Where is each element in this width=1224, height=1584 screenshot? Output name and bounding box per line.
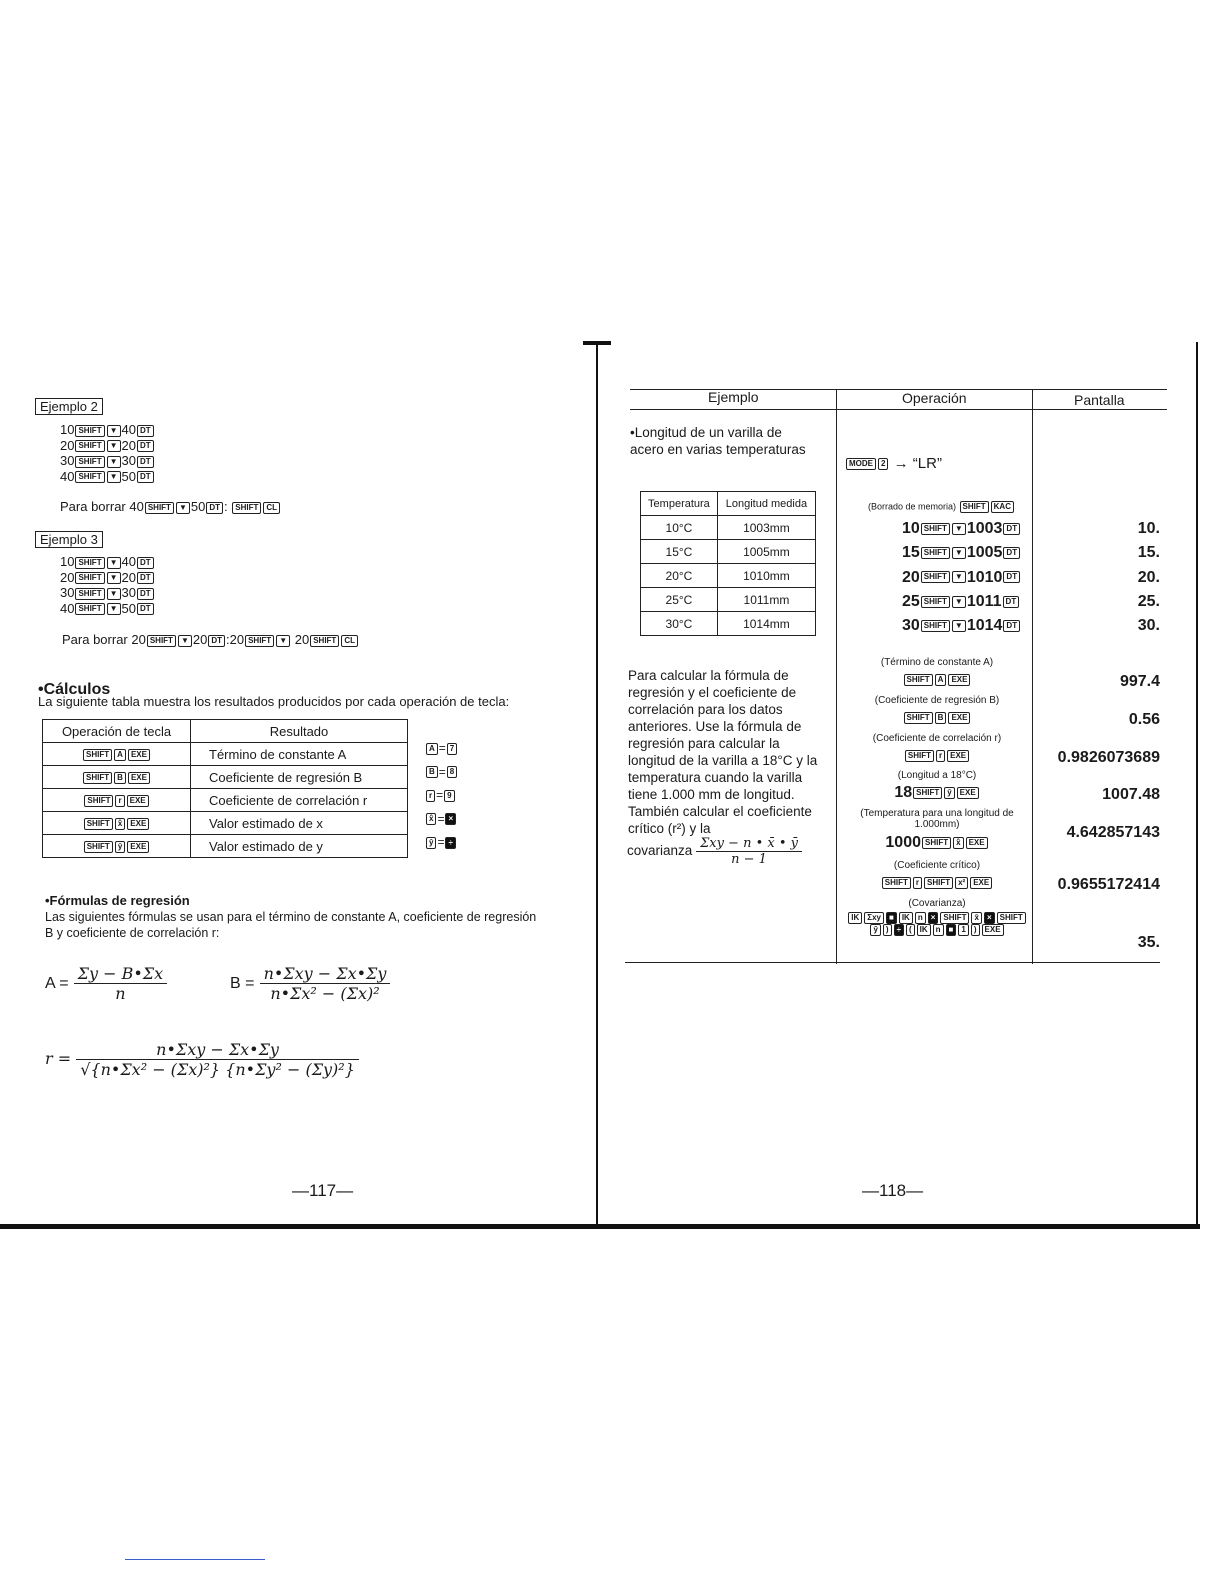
result-operation — [845, 912, 1029, 936]
col-longitud: Longitud medida — [717, 492, 815, 516]
key-digits: 50 — [121, 468, 136, 484]
calc-key: EXE — [127, 818, 149, 830]
result-key: ÷ — [894, 924, 904, 936]
dt-key: DT — [137, 440, 154, 452]
result-key: ȳ — [870, 924, 880, 936]
entry-operation — [902, 617, 1021, 635]
entry-y: 1005 — [966, 544, 1003, 562]
formula-a-denominator: n — [115, 984, 126, 1003]
key-digits: 50 — [121, 600, 136, 616]
result-key: EXE — [957, 787, 979, 799]
borrar-prefix: Para borrar 40 — [60, 499, 144, 514]
key-digits: 30 — [60, 585, 75, 600]
key-digits: 10 — [60, 554, 75, 569]
result-key: SHIFT — [882, 877, 911, 889]
shift-key: SHIFT — [960, 501, 989, 513]
bottom-table-rule — [625, 962, 1160, 963]
borrado-label: (Borrado de memoria) — [868, 501, 957, 512]
result-cell: Coeficiente de correlación r — [191, 789, 408, 812]
entry-display: 30. — [1137, 617, 1160, 635]
down-key: ▼ — [107, 557, 121, 569]
result-key: EXE — [948, 712, 970, 724]
equals-sign: = — [438, 764, 446, 779]
result-key: x̂ — [953, 837, 963, 849]
entry-y: 1011 — [966, 592, 1002, 610]
page-number-117: —117— — [292, 1181, 354, 1200]
dt-key: DT — [137, 588, 154, 600]
shift-key: SHIFT — [232, 502, 261, 514]
result-cell: Término de constante A — [191, 743, 408, 766]
down-key: ▼ — [176, 502, 190, 514]
result-key: x² — [955, 877, 968, 889]
shift-key: SHIFT — [147, 635, 176, 647]
result-key: IK — [899, 912, 913, 924]
result-input: 18 — [894, 784, 913, 801]
covarianza-formula — [627, 836, 802, 867]
result-note: (Temperatura para una longitud de 1.000mm) — [860, 808, 1014, 830]
col-divider-2 — [1032, 389, 1033, 964]
equals-sign: = — [437, 835, 445, 849]
entry-display: 25. — [1137, 592, 1160, 610]
result-key: IK — [917, 924, 931, 936]
shift-key: SHIFT — [921, 620, 950, 632]
calculos-table — [42, 719, 408, 858]
result-cell: Coeficiente de regresión B — [191, 766, 408, 789]
entry-y: 1014 — [966, 617, 1003, 635]
down-key: ▼ — [107, 440, 121, 452]
key-sequence-line — [60, 570, 155, 586]
entry-operation — [902, 593, 1020, 611]
key-digits: 40 — [60, 600, 75, 616]
calc-key: EXE — [127, 841, 149, 853]
formulas-heading: •Fórmulas de regresión — [45, 893, 190, 908]
down-key: ▼ — [952, 547, 966, 559]
down-key: ▼ — [952, 571, 966, 583]
cov-denominator: n − 1 — [731, 852, 767, 867]
mode-line — [845, 455, 942, 472]
dt-key: DT — [1003, 547, 1020, 559]
temperature-cell: 10°C — [641, 516, 718, 540]
calc-key: SHIFT — [83, 772, 112, 784]
entry-operation — [902, 569, 1021, 587]
calc-key: EXE — [127, 795, 149, 807]
down-key: ▼ — [107, 425, 121, 437]
right-page — [600, 0, 1200, 1230]
result-key: r — [936, 750, 945, 762]
result-key: SHIFT — [905, 750, 934, 762]
borrar-value: 50 — [190, 499, 206, 514]
calculos-row — [43, 789, 408, 812]
calc-key: SHIFT — [83, 749, 112, 761]
alt-key: A — [426, 743, 438, 755]
key-digits: 20 — [60, 437, 75, 453]
alt-key: 9 — [444, 790, 454, 802]
result-key: SHIFT — [922, 837, 951, 849]
temperature-row — [641, 540, 816, 564]
calculos-row — [43, 766, 408, 789]
length-cell: 1003mm — [717, 516, 815, 540]
entry-operation — [902, 520, 1021, 538]
entry-y: 1003 — [966, 520, 1003, 537]
equals-sign: = — [437, 811, 445, 826]
shift-key: SHIFT — [145, 502, 174, 514]
formula-r — [45, 1040, 359, 1079]
calc-key: A — [114, 749, 126, 761]
down-key: ▼ — [178, 635, 192, 647]
formula-b — [230, 964, 390, 1003]
key-digits: 20 — [121, 437, 136, 453]
result-cell: Valor estimado de y — [191, 835, 408, 858]
formula-r-denominator: √{n•Σx² − (Σx)²} {n•Σy² − (Σy)²} — [80, 1060, 355, 1079]
down-key: ▼ — [952, 620, 966, 632]
result-operation — [845, 709, 1029, 727]
alt-key: × — [445, 813, 456, 825]
shift-key: SHIFT — [75, 440, 104, 452]
alt-key-row — [425, 812, 458, 836]
calculos-intro: La siguiente tabla muestra los resultados producidos por cada operación de tecla: — [38, 694, 510, 709]
header-underline — [630, 409, 1167, 410]
key-digits: 20 — [121, 569, 136, 585]
dt-key: DT — [208, 635, 225, 647]
down-key: ▼ — [276, 635, 290, 647]
result-operation — [845, 834, 1029, 852]
result-key: SHIFT — [913, 787, 942, 799]
calc-key: SHIFT — [84, 795, 113, 807]
dt-key: DT — [137, 425, 154, 437]
temperature-row — [641, 564, 816, 588]
two-key: 2 — [878, 458, 888, 470]
dt-key: DT — [137, 456, 154, 468]
shift-key: SHIFT — [75, 557, 104, 569]
dt-key: DT — [137, 557, 154, 569]
length-cell: 1005mm — [717, 540, 815, 564]
down-key: ▼ — [107, 572, 121, 584]
ejemplo3-borrar — [62, 632, 359, 647]
result-operation — [845, 784, 1029, 802]
entry-y: 1010 — [966, 568, 1003, 586]
borrado-line — [868, 501, 1015, 513]
result-key: ■ — [946, 924, 957, 936]
result-key: IK — [848, 912, 862, 924]
alt-key-row — [425, 741, 458, 765]
entry-display: 10. — [1137, 520, 1160, 537]
result-key: × — [928, 912, 939, 924]
entry-x: 15 — [902, 544, 920, 562]
shift-key: SHIFT — [75, 456, 104, 468]
borrar-colon: : — [224, 499, 228, 514]
result-key: ( — [906, 924, 915, 936]
calc-key: EXE — [128, 749, 150, 761]
down-key: ▼ — [107, 456, 121, 468]
entry-x: 10 — [902, 520, 920, 537]
result-display: 1007.48 — [1102, 786, 1160, 803]
page-gutter-line — [596, 342, 598, 1228]
result-cell: Valor estimado de x — [191, 812, 408, 835]
calc-key: SHIFT — [84, 841, 113, 853]
result-key: EXE — [948, 674, 970, 686]
result-key: x̄ — [971, 912, 981, 924]
temperature-cell: 30°C — [641, 612, 718, 636]
covarianza-fraction — [696, 836, 802, 867]
shift-key: SHIFT — [921, 571, 950, 583]
formula-b-numerator: n•Σxy − Σx•Σy — [260, 964, 391, 984]
borrar-value: 20 — [294, 632, 310, 647]
calc-key: x̂ — [115, 818, 125, 830]
result-key: 1 — [958, 924, 968, 936]
result-key: ■ — [886, 912, 897, 924]
result-input: 1000 — [885, 834, 921, 851]
alt-key: x̂ — [426, 813, 436, 825]
lr-mode-text: → “LR” — [893, 455, 942, 472]
length-cell: 1014mm — [717, 612, 815, 636]
formula-b-label: B = — [230, 975, 255, 992]
key-digits: 30 — [121, 453, 136, 468]
key-sequence-line — [60, 422, 155, 438]
calc-key: EXE — [128, 772, 150, 784]
down-key: ▼ — [107, 603, 121, 615]
formula-a-label: A = — [45, 975, 69, 992]
formula-r-fraction — [76, 1040, 359, 1079]
result-operation — [845, 874, 1029, 892]
equals-sign: = — [438, 741, 446, 755]
result-operation — [845, 747, 1029, 765]
ejemplo2-keylines — [60, 422, 155, 484]
result-key: Σxy — [864, 912, 884, 924]
borrar-value: :20 — [226, 632, 245, 647]
dt-key: DT — [137, 603, 154, 615]
header-operacion: Operación — [902, 390, 967, 406]
cov-numerator: Σxy − n • x̄ • ȳ — [696, 836, 802, 852]
temperature-row — [641, 516, 816, 540]
col-divider-1 — [836, 389, 837, 964]
result-key: r — [913, 877, 922, 889]
key-digits: 30 — [60, 453, 75, 468]
down-key: ▼ — [952, 523, 966, 535]
kac-key: KAC — [991, 501, 1014, 513]
page-number-118: —118— — [862, 1181, 924, 1200]
result-key: EXE — [947, 750, 969, 762]
result-display: 0.9826073689 — [1057, 749, 1160, 766]
alt-key-row — [425, 765, 458, 789]
result-note: (Coeficiente crítico) — [893, 860, 981, 871]
calculos-row — [43, 812, 408, 835]
alt-key: 8 — [447, 766, 457, 778]
col-resultado: Resultado — [191, 720, 408, 743]
formulas-intro1: Las siguientes fórmulas se usan para el término de constante A, coeficiente de regresión — [45, 910, 537, 924]
alt-key: B — [426, 766, 438, 778]
calc-key: B — [114, 772, 126, 784]
cl-key: CL — [341, 635, 358, 647]
shift-key: SHIFT — [75, 425, 104, 437]
down-key: ▼ — [107, 588, 121, 600]
result-display: 0.56 — [1128, 711, 1160, 728]
key-sequence-line — [60, 453, 155, 469]
result-note: (Término de constante A) — [880, 657, 994, 668]
key-digits: 30 — [121, 585, 136, 600]
entry-x: 30 — [902, 617, 920, 635]
alt-key: ŷ — [426, 837, 436, 849]
equals-sign: = — [436, 788, 444, 802]
mode-key: MODE — [846, 458, 876, 470]
temperature-row — [641, 588, 816, 612]
result-display: 997.4 — [1119, 673, 1160, 690]
calc-key: SHIFT — [84, 818, 113, 830]
temperature-cell: 25°C — [641, 588, 718, 612]
formula-a-fraction — [74, 964, 167, 1003]
temperature-table — [640, 491, 816, 636]
dt-key: DT — [137, 572, 154, 584]
result-key: B — [935, 712, 947, 724]
result-note: (Longitud a 18°C) — [897, 770, 977, 781]
calculos-row — [43, 743, 408, 766]
shift-key: SHIFT — [75, 588, 104, 600]
result-key: ) — [971, 924, 980, 936]
alt-key-row — [425, 835, 458, 859]
result-key: ŷ — [944, 787, 954, 799]
key-sequence-line — [60, 585, 155, 601]
calculos-heading: •Cálculos — [38, 681, 111, 698]
header-pantalla: Pantalla — [1074, 392, 1125, 408]
result-note: (Coeficiente de regresión B) — [874, 695, 1000, 706]
length-cell: 1010mm — [717, 564, 815, 588]
temperature-cell: 15°C — [641, 540, 718, 564]
result-note: (Covarianza) — [908, 898, 966, 909]
key-operation — [43, 789, 191, 812]
dt-key: DT — [1003, 620, 1020, 632]
ejemplo-text: •Longitud de un varilla de acero en varias temperaturas — [630, 425, 806, 457]
result-key: EXE — [966, 837, 988, 849]
shift-key: SHIFT — [921, 596, 950, 608]
key-digits: 40 — [121, 554, 136, 569]
result-key: SHIFT — [997, 912, 1026, 924]
calculos-row — [43, 835, 408, 858]
ejemplo2-borrar — [60, 499, 281, 514]
col-operacion: Operación de tecla — [43, 720, 191, 743]
ejemplo3-keylines — [60, 554, 155, 616]
formula-a-numerator: Σy − B•Σx — [74, 964, 167, 984]
result-display: 4.642857143 — [1066, 824, 1160, 841]
key-digits: 40 — [121, 422, 136, 437]
shift-key: SHIFT — [921, 523, 950, 535]
alt-key: ÷ — [445, 837, 455, 849]
key-digits: 40 — [60, 468, 75, 484]
shift-key: SHIFT — [921, 547, 950, 559]
shift-key: SHIFT — [310, 635, 339, 647]
result-key: ) — [883, 924, 892, 936]
ejemplo3-title: Ejemplo 3 — [35, 531, 103, 548]
dt-key: DT — [1003, 523, 1020, 535]
formula-a — [45, 964, 167, 1003]
shift-key: SHIFT — [245, 635, 274, 647]
alt-key: 7 — [447, 743, 457, 755]
entry-x: 25 — [902, 592, 920, 610]
header-ejemplo: Ejemplo — [708, 389, 759, 405]
dt-key: DT — [1003, 596, 1020, 608]
formula-b-fraction — [260, 964, 391, 1003]
result-note: (Coeficiente de correlación r) — [872, 733, 1002, 744]
ejemplo2-title: Ejemplo 2 — [35, 398, 103, 415]
key-sequence-line — [60, 469, 155, 485]
result-operation — [845, 671, 1029, 689]
key-sequence-line — [60, 554, 155, 570]
calc-text: Para calcular la fórmula de regresión y el coeficiente de correlación para los datos anteriores. Use la fórmula de regresión para calcular la longitud de la varilla a 18°C y la temperatura cuando la varilla tiene 1.000 mm de longitud. También calcular el coeficiente crítico (r²) y la — [628, 668, 818, 836]
result-key: SHIFT — [904, 712, 933, 724]
result-key: n — [915, 912, 926, 924]
temperature-cell: 20°C — [641, 564, 718, 588]
key-operation — [43, 743, 191, 766]
dt-key: DT — [137, 471, 154, 483]
calc-key: r — [115, 795, 124, 807]
result-key: × — [984, 912, 995, 924]
calc-key: ŷ — [115, 841, 125, 853]
alt-key-row — [425, 788, 458, 812]
down-key: ▼ — [107, 471, 121, 483]
dt-key: DT — [206, 502, 223, 514]
result-key: EXE — [970, 877, 992, 889]
key-operation — [43, 812, 191, 835]
entry-x: 20 — [902, 568, 920, 586]
result-display: 35. — [1137, 934, 1160, 951]
formula-r-label: r = — [45, 1049, 72, 1068]
result-key: A — [935, 674, 947, 686]
key-sequence-line — [60, 601, 155, 617]
borrar-value: 20 — [192, 632, 208, 647]
key-operation — [43, 835, 191, 858]
key-sequence-line — [60, 438, 155, 454]
entry-display: 20. — [1137, 568, 1160, 586]
key-digits: 10 — [60, 422, 75, 437]
shift-key: SHIFT — [75, 471, 104, 483]
result-key: SHIFT — [924, 877, 953, 889]
footer-link-line — [125, 1559, 265, 1560]
col-temperatura: Temperatura — [641, 492, 718, 516]
key-digits: 20 — [60, 569, 75, 585]
result-key: SHIFT — [904, 674, 933, 686]
formulas-intro2: B y coeficiente de correlación r: — [45, 926, 220, 940]
shift-key: SHIFT — [75, 572, 104, 584]
borrar-prefix: Para borrar 20 — [62, 632, 146, 647]
key-operation — [43, 766, 191, 789]
temperature-row — [641, 612, 816, 636]
result-key: n — [933, 924, 944, 936]
result-display: 0.9655172414 — [1057, 876, 1160, 893]
result-key: SHIFT — [940, 912, 969, 924]
cl-key: CL — [263, 502, 280, 514]
alt-key: r — [426, 790, 435, 802]
left-page — [0, 0, 600, 1230]
alt-keys-column — [425, 741, 458, 859]
covarianza-label: covarianza — [627, 843, 693, 859]
dt-key: DT — [1003, 571, 1020, 583]
formula-b-denominator: n•Σx² − (Σx)² — [270, 984, 380, 1003]
entry-operation — [902, 544, 1021, 562]
length-cell: 1011mm — [717, 588, 815, 612]
result-key: EXE — [982, 924, 1004, 936]
shift-key: SHIFT — [75, 603, 104, 615]
down-key: ▼ — [952, 596, 966, 608]
formula-r-numerator: n•Σxy − Σx•Σy — [76, 1040, 359, 1060]
entry-display: 15. — [1137, 544, 1160, 562]
